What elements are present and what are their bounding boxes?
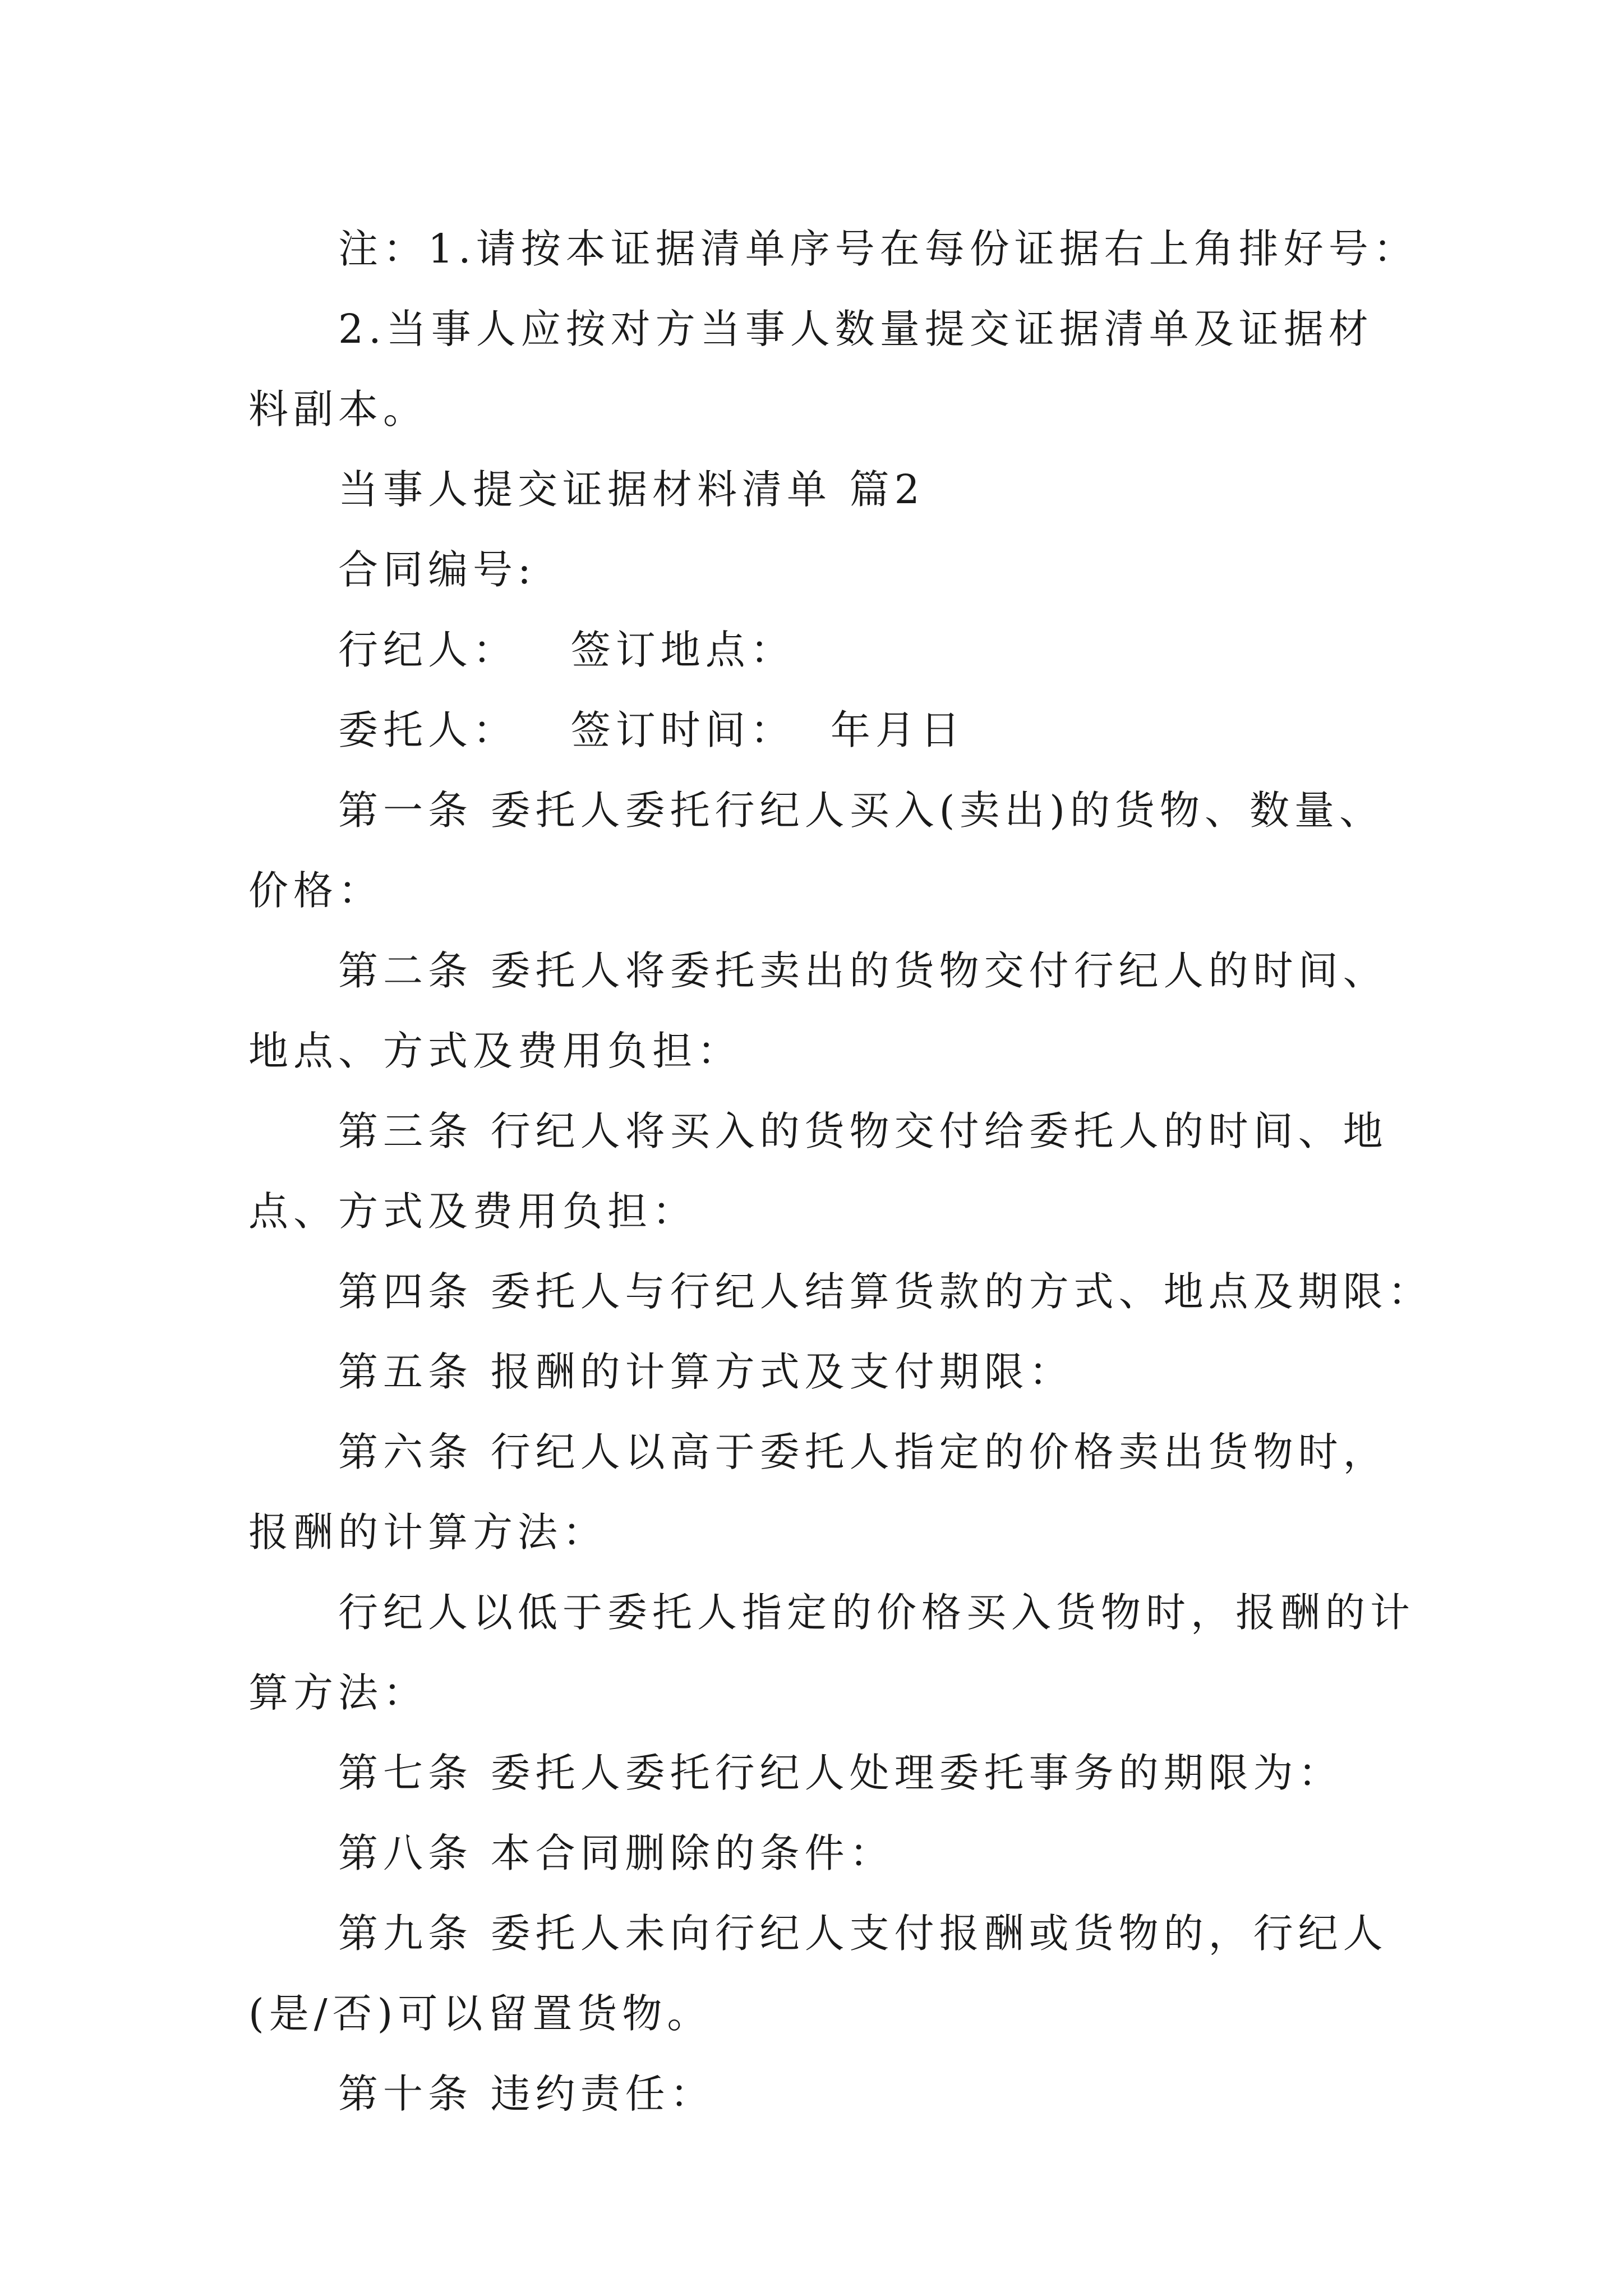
article-2: 第二条 委托人将委托卖出的货物交付行纪人的时间、 xyxy=(338,947,1388,994)
note-line-2: 2.当事人应按对方当事人数量提交证据清单及证据材 xyxy=(338,306,1373,352)
article-2-continued: 地点、方式及费用负担： xyxy=(248,1028,743,1074)
contract-number-field: 合同编号: xyxy=(338,546,536,593)
broker-and-location-field: 行纪人： 签订地点： xyxy=(338,627,795,673)
article-1: 第一条 委托人委托行纪人买入(卖出)的货物、数量、 xyxy=(338,787,1384,834)
article-10: 第十条 违约责任： xyxy=(338,2070,715,2117)
note-line-2-continued: 料副本。 xyxy=(248,386,428,432)
principal-and-date-field: 委托人： 签订时间： 年月日 xyxy=(338,707,965,753)
document-body xyxy=(248,209,1433,2134)
article-3-continued: 点、方式及费用负担： xyxy=(248,1188,698,1235)
article-5: 第五条 报酬的计算方式及支付期限： xyxy=(338,1349,1074,1395)
article-6-clause-2-continued: 算方法： xyxy=(248,1669,428,1716)
section-title: 当事人提交证据材料清单 篇2 xyxy=(338,466,925,513)
article-3: 第三条 行纪人将买入的货物交付给委托人的时间、地 xyxy=(338,1108,1388,1154)
article-6-clause-2: 行纪人以低于委托人指定的价格买入货物时，报酬的计 xyxy=(338,1589,1415,1636)
article-1-continued: 价格： xyxy=(248,867,384,914)
article-4: 第四条 委托人与行纪人结算货款的方式、地点及期限： xyxy=(338,1268,1433,1315)
article-6-continued: 报酬的计算方法： xyxy=(248,1509,608,1556)
note-line-1: 注：1.请按本证据清单序号在每份证据右上角排好号： xyxy=(338,226,1418,272)
article-9: 第九条 委托人未向行纪人支付报酬或货物的，行纪人 xyxy=(338,1910,1388,1957)
article-7: 第七条 委托人委托行纪人处理委托事务的期限为： xyxy=(338,1750,1343,1796)
article-8: 第八条 本合同删除的条件： xyxy=(338,1830,895,1876)
article-6: 第六条 行纪人以高于委托人指定的价格卖出货物时， xyxy=(338,1429,1388,1475)
article-9-continued: (是/否)可以留置货物。 xyxy=(248,1990,712,2037)
